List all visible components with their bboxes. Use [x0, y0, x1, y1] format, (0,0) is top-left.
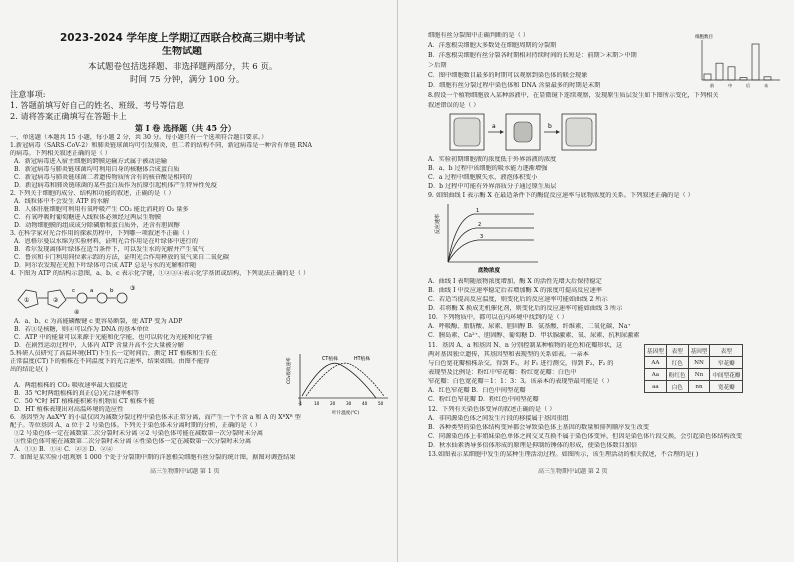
notice-heading: 注意事项:: [10, 89, 46, 99]
question-line: 11．基因 A、a 和基因 N、n 分别控制某种植物的花色和花瓣形状，这: [428, 342, 623, 349]
atp-bond-label: a: [90, 288, 94, 294]
protoplast-shrunk: [514, 122, 532, 142]
x-tick-label: 前: [710, 83, 715, 88]
table-cell: 窄花瓣: [710, 357, 743, 369]
question-line: 10．下列物质中，都可以在内环境中找到的是（ ）: [428, 314, 568, 321]
notice-item: 1. 答题前填写好自己的姓名、班级、考号等信息: [10, 100, 185, 110]
question-line: 细胞有丝分裂图中正确判断的是（ ）: [428, 32, 529, 39]
option-line: D．在剧烈运动过程中，人体内 ATP 含量升高不会大量被分解: [14, 342, 184, 349]
option-line: C．ATP 中的能量可以来源于光能和化学能，也可以转化为光能和化学能: [14, 334, 213, 341]
option-line: B．a、b 过程中该细胞的吸水能力逐渐增强: [428, 165, 548, 172]
notice-item: 2. 请将答案正确填写在答题卡上: [10, 111, 127, 121]
table-cell: 红色: [666, 357, 688, 369]
question-line: 9. 如图曲线 I 表示酶 X 在最适条件下的酶促反应速率与底物浓度的关系。下列叙述正确的是（ ）: [428, 192, 694, 199]
x-axis-label: 叶片温度(℃): [332, 411, 360, 416]
question-line: 6．基因型为 AaXᴮY 的小鼠仅因为减数分裂过程中染色体未正常分离，而产生一个不含 a 和 A 的 XᴮXᴮ 型: [10, 414, 301, 421]
x-tick-label: 后: [746, 83, 751, 88]
curve-2: [448, 228, 534, 262]
option-line: B．新冠病毒与肺炎链球菌均可利用自身的核糖体合成蛋白质: [14, 166, 180, 173]
option-line: C．鲁宾和卡门利用同位素示踪的方法，证明光合作用释放的氧气来自二氧化碳: [14, 254, 230, 261]
phosphate-group: [77, 293, 87, 303]
atp-label: ③: [130, 285, 136, 292]
question-line: 表现型及比例是：粉红中窄花瓣：粉红宽花瓣：白色中: [428, 369, 577, 376]
question-line: 正常温度(CT)下的植株在不同温度下的光合速率，结果如图。由图不能得: [10, 358, 210, 365]
process-label: a: [492, 123, 496, 130]
question-line: 4. 下图为 ATP 的结构示意图，a、b、c 表示化学键，①②③④表示化学基团或结构，下列说法正确的是（ ）: [10, 270, 310, 277]
option-line: D．细胞有丝分裂过程中染色体和 DNA 含量最多的时期是末期: [428, 82, 601, 89]
option-line: A．线粒体中不会发生 ATP 的水解: [14, 198, 110, 205]
x-tick-label: 30: [346, 401, 352, 406]
option-line: C．若适当提高反应温度，则变化后的反应速率可能如曲线 2 所示: [428, 296, 608, 303]
option-line: ①2 号染色体一定在减数第二次分裂时未分离 ②2 号染色体可能在减数第一次分裂时未分离: [14, 430, 263, 437]
option-line: D．秋水仙素诱导多倍体形成的原理是抑制纺锤体的形成，使染色体数目加倍: [428, 442, 638, 449]
option-line: C．胰岛素、Ca²⁺、胆固醇、葡萄糖 D．甲状腺激素、氧、尿素、抗利尿激素: [428, 332, 640, 339]
process-label: b: [548, 123, 552, 130]
bar: [764, 77, 771, 80]
x-axis-label: 底物浓度: [478, 268, 501, 274]
exam-title: 2023-2024 学年度上学期辽西联合校高三期中考试: [60, 32, 305, 44]
option-line: D．若将酶 X 换成无机催化剂，则变化后的反应速率可能如曲线 3 所示: [428, 305, 623, 312]
option-line: D．阿尔农发现在光照下叶绿体可合成 ATP 总是与水的光解相伴随: [14, 262, 197, 269]
table-cell: Nn: [688, 369, 710, 381]
question-line: 5.科研人员研究了高温环境(HT)下生长一定时间后，测定 HT 植株和生长在: [10, 350, 217, 357]
question-line: 叙述错误的是（ ）: [428, 102, 480, 109]
option-line: ＞后期: [428, 62, 447, 69]
bar: [728, 67, 735, 80]
option-line: A．非同源染色体之间发生片段的移接属于基因重组: [428, 415, 569, 422]
option-line: A．实验初期细胞液的浓度低于外界溶液的浓度: [428, 156, 557, 163]
table-cell: aa: [645, 381, 667, 393]
bar: [716, 63, 723, 80]
option-line: D．动物细胞膜的组成成分除磷脂和蛋白质外，还含有胆固醇: [14, 222, 180, 229]
photosynthesis-temperature-chart: [284, 350, 392, 418]
x-tick-label: 40: [362, 401, 368, 406]
option-line: A．曲线 I 表明随底物浓度增加，酶 X 的活性先增大后保持稳定: [428, 278, 602, 285]
curve-1: [448, 214, 534, 262]
option-line: B．若③是核糖，则④可以作为 DNA 的基本单位: [14, 326, 149, 333]
legend-ht: HT植株: [354, 357, 371, 362]
atp-label: ②: [53, 297, 59, 304]
curve-3: [448, 240, 534, 262]
option-line: C．图中细胞数目最多的时期可以观察到染色体的联会现象: [428, 72, 588, 79]
x-tick-label: 中: [728, 83, 733, 88]
question-line: 配子。等位基因 A、a 位于 2 号染色体。下列关于染色体未分离时期的分析，正确的是（ ）: [10, 422, 261, 429]
question-line: 2. 下列关于细胞的成分、结构和功能的叙述，正确的是（ ）: [10, 190, 175, 197]
page-footer: 高三生物期中试题 第 1 页: [150, 468, 220, 475]
exam-subject: 生物试题: [162, 46, 202, 57]
y-axis-label: CO₂吸收速率: [287, 357, 292, 384]
option-line: C．50 ℃时 HT 植株能积累有机物而 CT 植株不能: [14, 398, 155, 405]
bar: [704, 74, 711, 80]
question-line: 窄花瓣：白色宽花瓣＝1：1：3：3。该亲本的表现型最可能是（ ）: [428, 378, 613, 385]
bar: [740, 78, 747, 80]
ht-curve: [306, 363, 384, 396]
option-line: D．b 过程中可能有外界溶质分子通过原生质层: [428, 183, 557, 190]
x-tick-label: 10: [314, 401, 320, 406]
question-line: 3. 在科学家对光合作用的探索历程中，下列哪一项叙述不正确（ ）: [10, 230, 194, 237]
protoplast: [454, 118, 480, 146]
option-line: A．洋葱根尖细胞大多数处在细胞周期的分裂期: [428, 42, 557, 49]
question-line: 7．如图是某实验小组观察 1 000 个处于分裂期中期的洋葱根尖细胞有丝分裂的统计图，据图对调查结果: [10, 454, 296, 461]
option-line: B．人体肝脏细胞可利用有氧呼吸产生 CO₂ 能比消耗的 O₂ 量多: [14, 206, 189, 213]
option-line: C．粉红色窄花瓣 D．粉红色中间型花瓣: [428, 396, 539, 403]
question-line: 与白色宽花瓣植株杂交，得到 F₁，对 F₁ 进行测交，得到 F₂，F₂ 的: [428, 360, 614, 367]
table-cell: 白色: [666, 381, 688, 393]
option-line: B．曲线 I 中反应速率稳定后若增加酶 X 的浓度可提高反应速率: [428, 287, 602, 294]
legend-ct: CT植株: [322, 357, 338, 362]
option-line: B．各种类型的染色体结构变异都会导致染色体上基因的数量和排列顺序发生改变: [428, 424, 650, 431]
enzyme-rate-chart: [434, 200, 544, 274]
x-ticks: [710, 82, 769, 89]
question-line: 12．下列有关染色体变异的叙述正确的是（ ）: [428, 406, 556, 413]
option-line: C．a 过程中细胞膜失水，液泡体积变小: [428, 174, 538, 181]
y-axis-label: 细胞数目: [695, 35, 713, 40]
table-header: 表型: [710, 345, 743, 357]
page-footer: 高三生物期中试题 第 2 页: [538, 468, 608, 475]
table-header-row: [645, 345, 743, 357]
option-line: A．①③ B．①④ C．②③ D．②④: [14, 446, 113, 453]
option-line: D．新冠病毒和肺炎链球菌的某些蛋白质作为抗原引起机体产生特异性免疫: [14, 182, 217, 189]
option-line: B．洋葱根尖细胞有丝分裂各时期相对持续时间的长短是：前期＞末期＞中期: [428, 52, 637, 59]
curve-label: 3: [480, 234, 484, 240]
cell-count-bar-chart: [694, 30, 784, 90]
table-row: [645, 381, 743, 393]
curve-label: 2: [478, 222, 482, 228]
atp-label: ④: [74, 309, 80, 316]
protoplast: [566, 118, 592, 146]
option-line: B．35 ℃时两组植株的真正(总)光合速率相等: [14, 390, 140, 397]
y-axis-label: 反应速率: [435, 213, 441, 234]
atp-bond-label: c: [72, 288, 76, 294]
phosphate-group: [117, 293, 127, 303]
table-row: [645, 369, 743, 381]
table-cell: nn: [688, 381, 710, 393]
option-line: C．同源染色体上非姐妹染色单体之间交叉互换不属于染色体变异，但因是染色体片段交换，会引起染色体结构改变: [428, 433, 743, 440]
x-tick-label: 50: [378, 401, 384, 406]
question-line: 两对基因独立遗传，其基因型和表现型的关系如表。一亲本: [428, 351, 589, 358]
option-line: C．有氧呼吸时葡萄糖进入线粒体必须经过两层生物膜: [14, 214, 162, 221]
question-line: 8.假设一个植物细胞放入某种溶液中，在显微镜下连续观察，发现原生质层发生如下图所示变化，下列相关: [428, 92, 719, 99]
table-header: 表型: [666, 345, 688, 357]
atp-structure-diagram: [14, 280, 154, 316]
page-2: [397, 0, 794, 562]
table-row: [645, 357, 743, 369]
bar: [752, 44, 759, 80]
option-line: A．新冠病毒进入宿主细胞的跨膜运输方式属于被动运输: [14, 158, 167, 165]
atp-label: ①: [24, 297, 30, 304]
option-line: C．新冠病毒与肺炎链球菌二者遗传物质所含有的核苷酸是相同的: [14, 174, 192, 181]
exam-info-pages: 本试题卷包括选择题、非选择题两部分，共 6 页。: [88, 62, 278, 72]
phosphate-group: [97, 293, 107, 303]
table-cell: NN: [688, 357, 710, 369]
question-line: 13.如图表示某细胞中发生的某种生理活动过程。如图所示，该生理活动的相关叙述，不合理的是( ): [428, 451, 699, 458]
ct-curve: [302, 363, 376, 398]
table-cell: 粉红色: [666, 369, 688, 381]
option-line: D．HT 植株表现出对高温环境的适应性: [14, 406, 124, 413]
curve-label: 1: [476, 208, 480, 214]
question-line: 1.新冠病毒（SARS-CoV-2）和肺炎链球菌均可引发肺炎，但二者的结构不同，新冠病毒是一种含有单链 RNA: [10, 142, 313, 149]
option-line: B．希尔发现离体叶绿体在适当条件下，可以发生水的光解并产生氧气: [14, 246, 205, 253]
question-line: 出的结论是( ): [10, 366, 48, 373]
table-cell: 宽花瓣: [710, 381, 743, 393]
table-cell: AA: [645, 357, 667, 369]
option-line: A．两组植株的 CO₂ 吸收速率最大值接近: [14, 382, 128, 389]
x-tick-label: 20: [330, 401, 336, 406]
option-line: A．呼吸酶、脂肪酸、尿素、胆固醇 B．氨基酸、纤维素、二氧化碳、Na⁺: [428, 323, 631, 330]
x-ticks: [298, 401, 384, 406]
section-intro: 一、单选题（本题共 15 小题，每小题 2 分，共 30 分。每小题只有一个选项符合题目要求。）: [10, 134, 268, 141]
option-line: A．红色窄花瓣 B．白色中间型花瓣: [428, 387, 526, 394]
section-title: 第 I 卷 选择题（共 45 分）: [135, 123, 236, 133]
table-cell: Aa: [645, 369, 667, 381]
plasmolysis-diagram: [448, 110, 598, 154]
option-line: A．a、b、c 为高能磷酸键 c 更容易断裂，使 ATP 变为 ADP: [14, 318, 183, 325]
option-line: A．恩格尔曼以水绵为实验材料，证明光合作用是在叶绿体中进行的: [14, 238, 198, 245]
question-line: 的病毒。下列相关叙述正确的是（ ）: [10, 150, 111, 157]
bar-series: [704, 44, 771, 80]
genotype-table: [644, 344, 743, 393]
x-tick-label: 末: [764, 83, 769, 88]
table-header: 基因型: [645, 345, 667, 357]
atp-bond-label: b: [110, 288, 114, 294]
x-tick-label: -1: [298, 401, 303, 406]
table-cell: 中间型花瓣: [710, 369, 743, 381]
option-line: ③性染色体可能在减数第二次分裂时未分离 ④性染色体一定在减数第一次分裂时未分离: [14, 438, 252, 445]
table-header: 基因型: [688, 345, 710, 357]
exam-info-time: 时间 75 分钟，满分 100 分。: [130, 75, 245, 85]
